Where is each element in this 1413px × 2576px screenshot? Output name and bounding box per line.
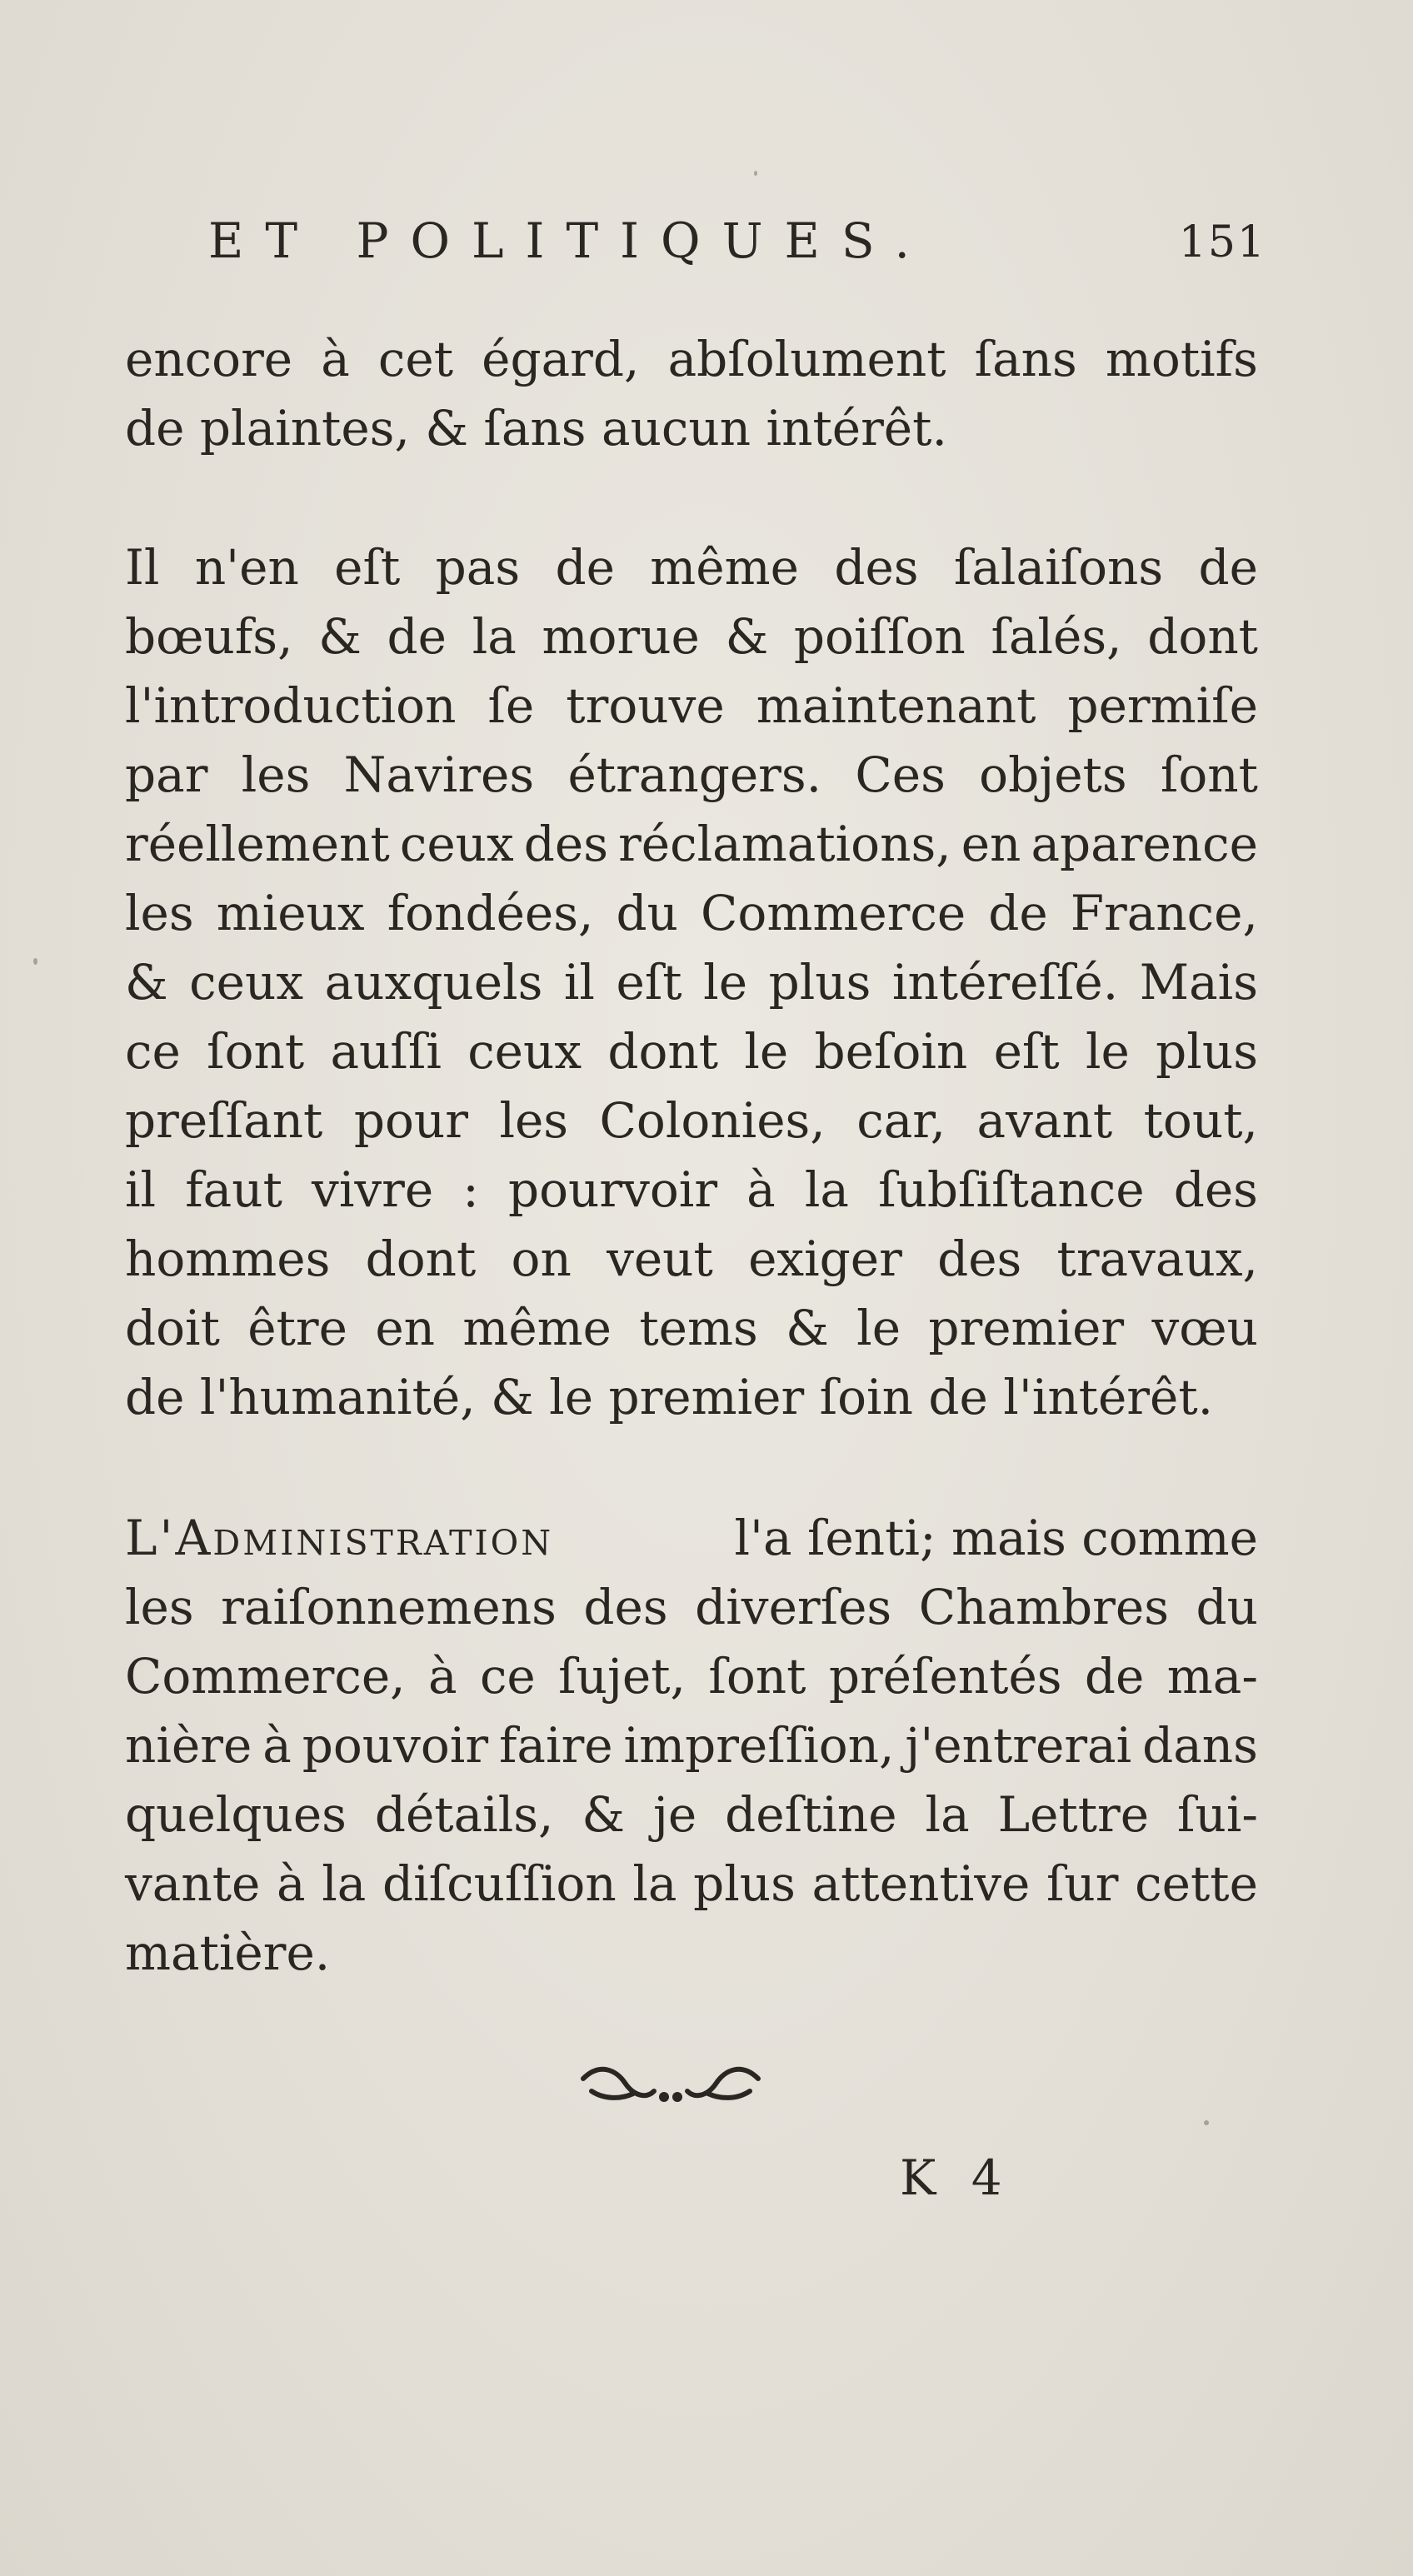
text-line: les raiſonnemens des diverſes Chambres du: [125, 1579, 1258, 1635]
text-line: matière.: [125, 1925, 331, 1981]
paragraph-opening-word: L'Administration: [125, 1510, 554, 1566]
paper-speck: [754, 171, 757, 176]
text-line: & ceux auxquels il eſt le plus intéreſſé. Mais: [125, 954, 1258, 1011]
paragraph-1: [125, 325, 1258, 463]
text-line: encore à cet égard, abſolument ſans motifs: [125, 331, 1258, 387]
text-line: de plaintes, & ſans aucun intérêt.: [125, 400, 947, 457]
text-line: doit être en même tems & le premier vœu: [125, 1300, 1258, 1356]
text-line: vante à la diſcuſſion la plus attentive ſur cette: [125, 1855, 1258, 1912]
printer-ornament: [575, 2054, 766, 2120]
text-line: quelques détails, & je deſtine la Lettre ſui-: [125, 1786, 1258, 1843]
text-line: réellement ceux des réclamations, en aparence: [125, 816, 1258, 872]
paragraph-2: [125, 533, 1258, 1432]
text-line: Il n'en eſt pas de même des ſalaiſons de: [125, 539, 1258, 596]
text-line: il faut vivre : pourvoir à la ſubſiſtance des: [125, 1161, 1258, 1218]
paper-speck: [33, 958, 37, 965]
signature-mark: K 4: [900, 2149, 1012, 2206]
text-line: l'introduction ſe trouve maintenant permiſe: [125, 677, 1258, 734]
text-line: de l'humanité, & le premier ſoin de l'intérêt.: [125, 1369, 1214, 1425]
text-line: hommes dont on veut exiger des travaux,: [125, 1231, 1258, 1287]
running-title: ET POLITIQUES.: [208, 212, 931, 269]
paper-speck: [1204, 2120, 1209, 2125]
text-line: ce ſont auſſi ceux dont le beſoin eſt le plus: [125, 1023, 1258, 1080]
text-line: les mieux fondées, du Commerce de France,: [125, 885, 1258, 941]
page-number: 151: [1178, 217, 1266, 267]
text-line: [125, 1504, 1258, 1573]
text-line-rest: l'a ſenti; mais comme: [734, 1510, 1258, 1566]
text-line: preſſant pour les Colonies, car, avant tout,: [125, 1092, 1258, 1149]
text-line: Commerce, à ce ſujet, ſont préſentés de ma-: [125, 1648, 1258, 1705]
text-line: bœufs, & de la morue & poiſſon ſalés, dont: [125, 608, 1258, 665]
text-line: par les Navires étrangers. Ces objets ſont: [125, 746, 1258, 803]
paragraph-3: [125, 1504, 1258, 1988]
text-line: nière à pouvoir faire impreſſion, j'entrerai dans: [125, 1717, 1258, 1774]
running-header: [208, 212, 1266, 269]
